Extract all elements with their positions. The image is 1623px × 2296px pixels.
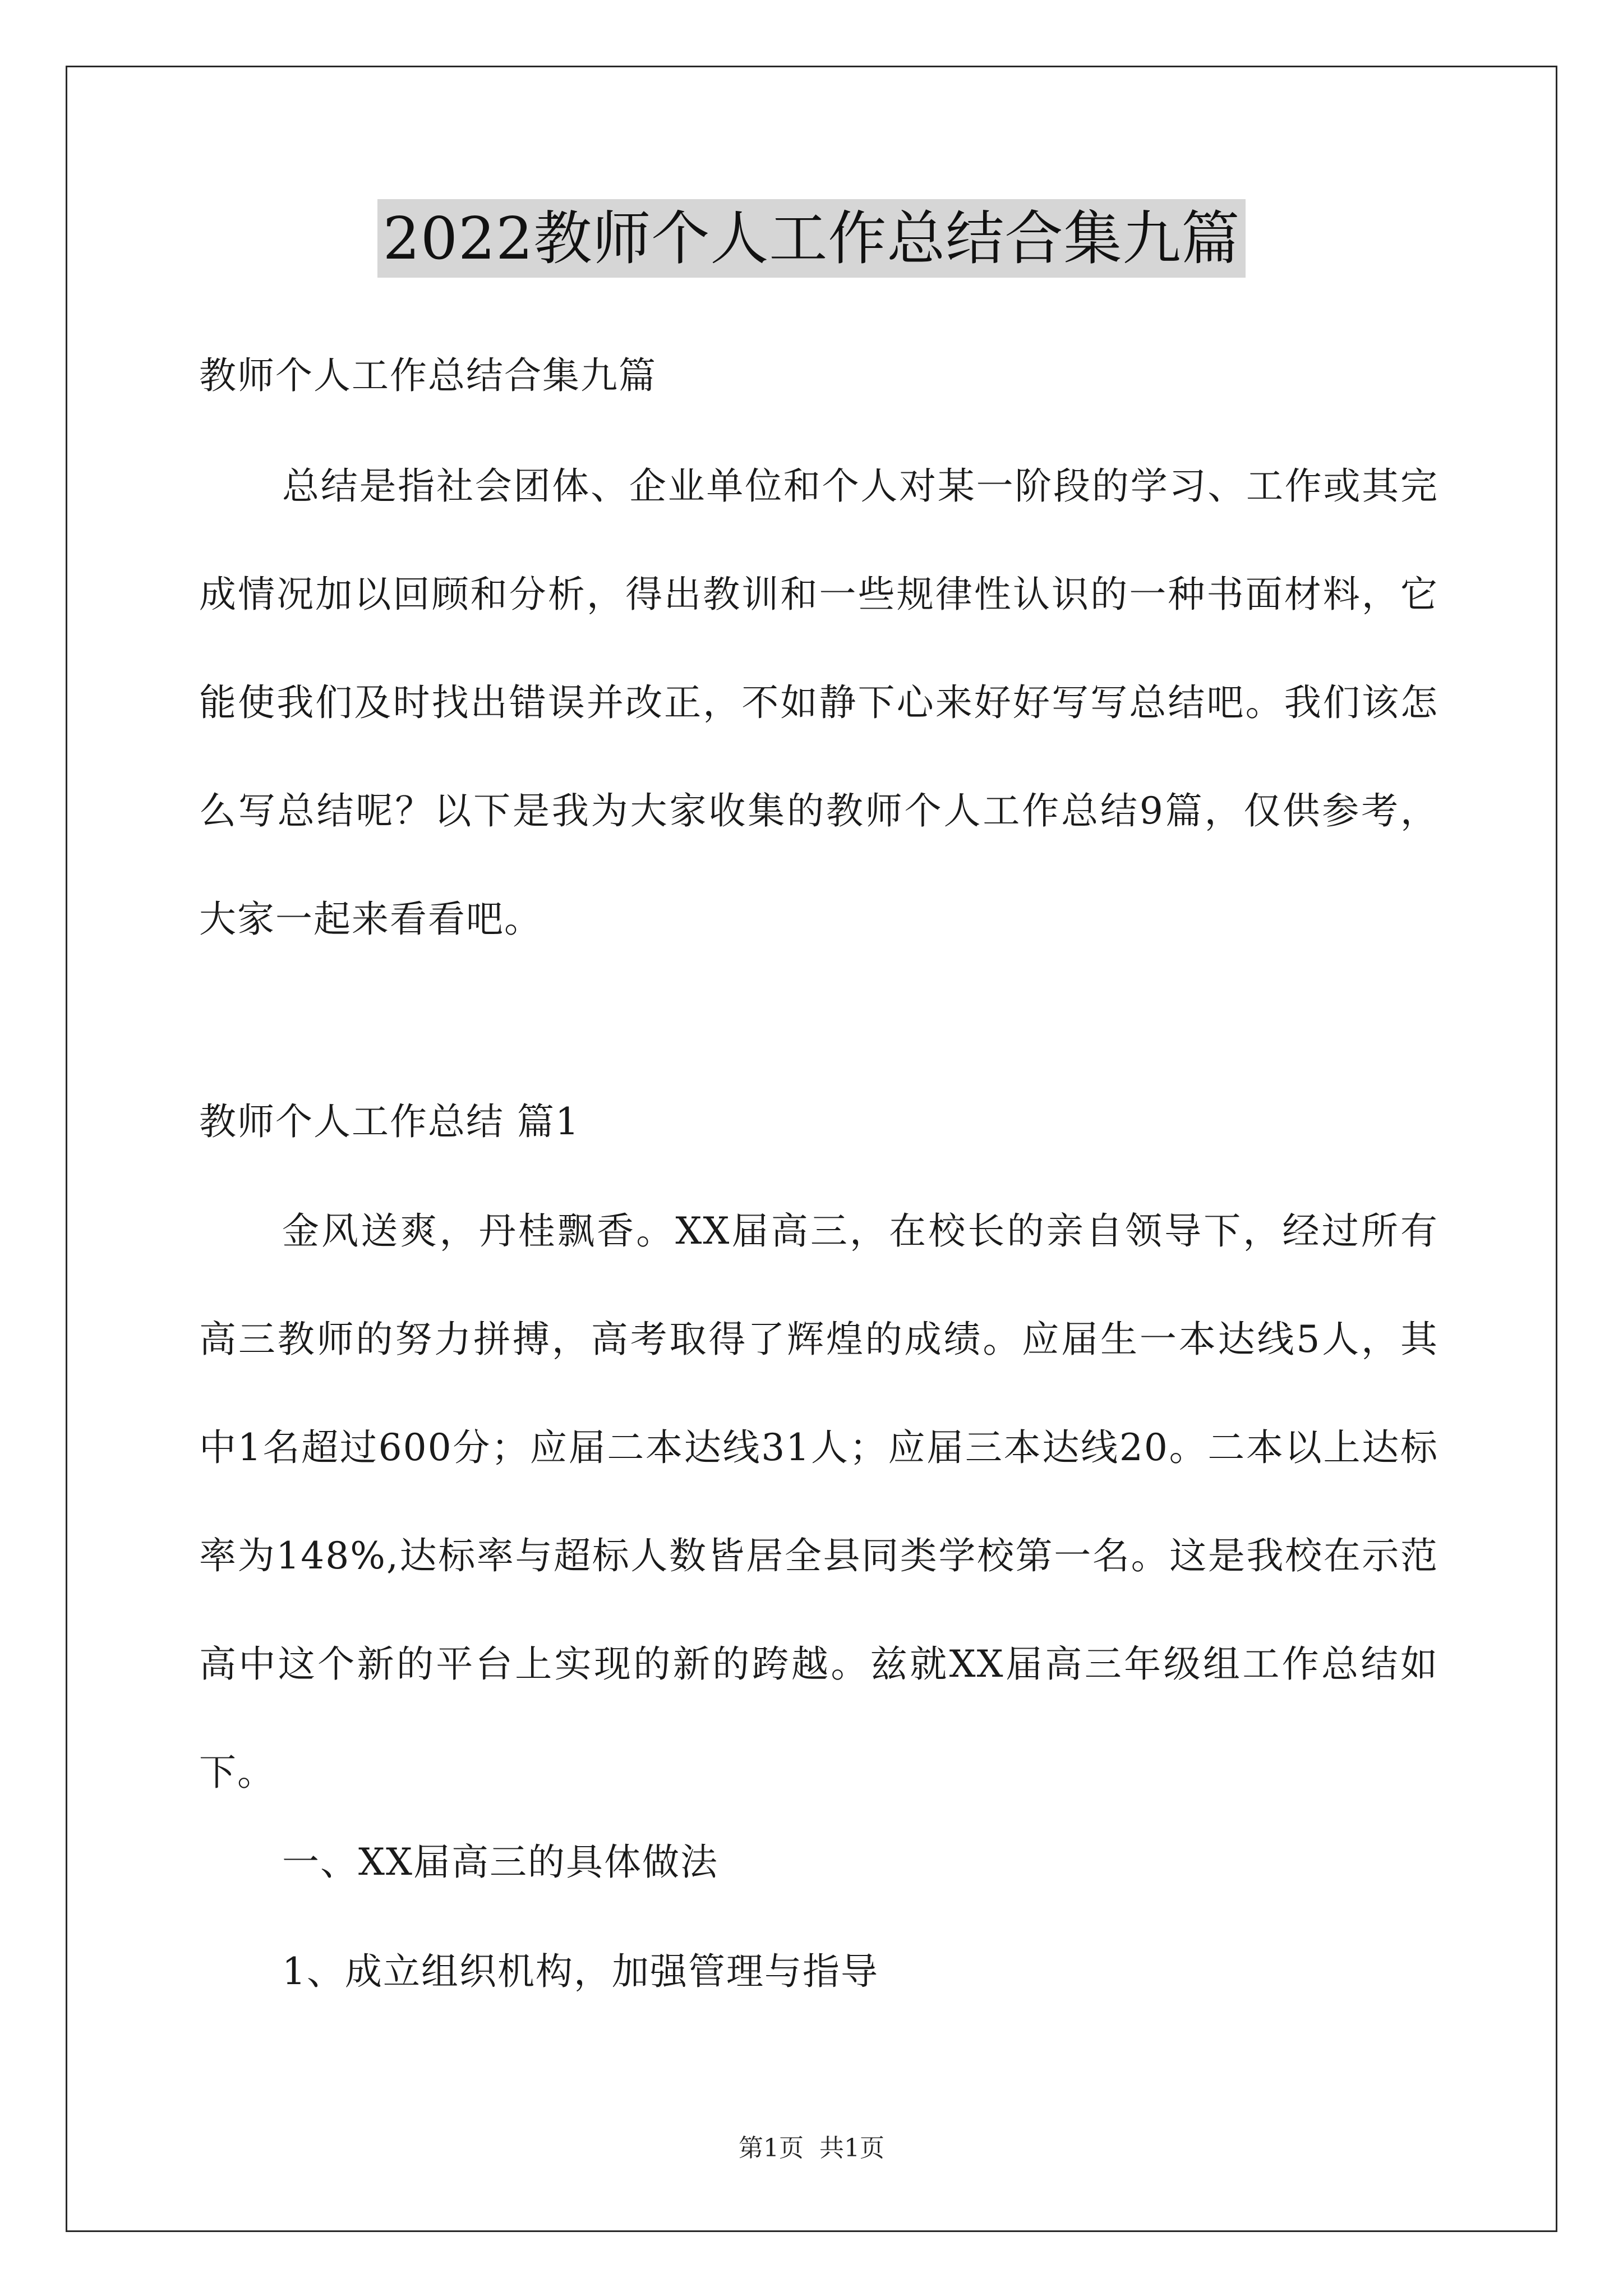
page-total: 共1页 bbox=[819, 2134, 884, 2162]
section-body: 金风送爽，丹桂飘香。XX届高三，在校长的亲自领导下，经过所有高三教师的努力拼搏，高考取得了辉煌的成绩。应届生一本达线5人，其中1名超过600分；应届二本达线31人；应届三本达线20。二本以上达标率为148%,达标率与超标人数皆居全县同类学校第一名。这是我校在示范高中这个新的平台上实现的新的跨越。兹就XX届高三年级组工作总结如下。 bbox=[199, 1209, 1438, 1794]
document-subtitle: 教师个人工作总结合集九篇 bbox=[199, 354, 657, 397]
section-heading: 教师个人工作总结 篇1 bbox=[199, 1100, 580, 1143]
title-wrap bbox=[0, 199, 1623, 278]
document-title: 2022教师个人工作总结合集九篇 bbox=[377, 199, 1246, 278]
page-number: 第1页 bbox=[739, 2134, 804, 2162]
subpoint-heading: 1、成立组织机构，加强管理与指导 bbox=[282, 1950, 879, 1993]
point-heading: 一、XX届高三的具体做法 bbox=[282, 1841, 718, 1884]
intro-paragraph: 总结是指社会团体、企业单位和个人对某一阶段的学习、工作或其完成情况加以回顾和分析，得出教训和一些规律性认识的一种书面材料，它能使我们及时找出错误并改正，不如静下心来好好写写总结吧。我们该怎么写总结呢？以下是我为大家收集的教师个人工作总结9篇，仅供参考，大家一起来看看吧。 bbox=[199, 464, 1438, 941]
page-footer bbox=[0, 2132, 1623, 2165]
